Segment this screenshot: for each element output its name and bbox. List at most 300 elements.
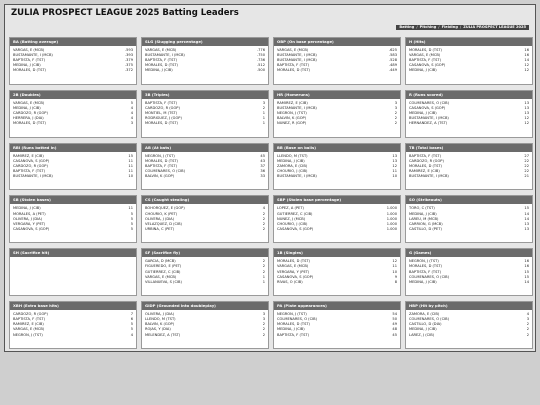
stat-value: 1.000	[386, 221, 397, 226]
stat-value: 2	[262, 264, 265, 269]
leader-list	[142, 257, 268, 284]
player-name: BALVIN, K (GOP)	[145, 322, 175, 327]
panel-title: H (Hits)	[406, 38, 532, 46]
leader-list	[274, 204, 400, 231]
leader-list	[142, 310, 268, 337]
stat-value: 5	[130, 327, 133, 332]
leader-list	[10, 310, 136, 337]
stat-value: 21	[524, 174, 529, 179]
leader-row[interactable]	[409, 174, 529, 179]
player-name: VILLANUEVA, S (CIB)	[145, 279, 182, 284]
leader-panel	[9, 195, 137, 243]
leader-panel	[141, 195, 269, 243]
panel-title: PA (Plate appearances)	[274, 302, 400, 310]
leader-row[interactable]	[409, 280, 529, 285]
player-name: MORALES, D (TST)	[409, 48, 442, 52]
leader-list	[142, 99, 268, 126]
leader-panel	[405, 248, 533, 296]
player-name: LOPEZ, A (PET)	[277, 206, 304, 211]
leader-row[interactable]	[277, 280, 397, 285]
player-name: BUSTAMANTE, I (MCB)	[145, 53, 185, 58]
stat-value: 3	[394, 100, 397, 105]
stat-value: .393	[124, 53, 133, 58]
player-name: CASANOVA, S (GOP)	[277, 274, 314, 279]
panel-title: SH (Sacrifice hit)	[10, 249, 136, 257]
leader-row[interactable]	[145, 333, 265, 338]
player-name: MORALES, D (TST)	[145, 158, 178, 163]
player-name: MEDINA, J (CIB)	[409, 211, 437, 216]
leader-list	[406, 204, 532, 231]
leader-row[interactable]	[145, 227, 265, 232]
player-name: GARCIA, D (MCB)	[145, 259, 176, 264]
leader-panel	[141, 248, 269, 296]
breadcrumb-batting[interactable]: Batting	[399, 25, 415, 29]
stat-value: 3	[130, 121, 133, 126]
stat-value: 10	[128, 174, 133, 179]
stat-value: 27	[524, 153, 529, 158]
leader-list	[10, 99, 136, 126]
stat-value: 48	[392, 327, 397, 332]
leader-panel	[273, 90, 401, 138]
stat-value: 8	[394, 279, 397, 284]
player-name: BUSTAMANTE, I (MCB)	[277, 105, 317, 110]
stat-value: .776	[256, 48, 265, 52]
leader-list	[406, 310, 532, 337]
stat-value: 14	[524, 216, 529, 221]
stat-value: 9	[394, 274, 397, 279]
leader-panel	[9, 90, 137, 138]
player-name: MORALES, D (TST)	[277, 322, 310, 327]
player-name: CARDOZO, R (GOP)	[145, 105, 180, 110]
player-name: MEDINA, J (CIB)	[13, 105, 41, 110]
stat-value: 11	[128, 168, 133, 173]
stat-value: 37	[260, 163, 265, 168]
leader-row[interactable]	[277, 333, 397, 338]
stat-value: 2	[394, 111, 397, 116]
stat-value: 16	[524, 259, 529, 264]
stat-value: 1	[262, 274, 265, 279]
panel-title: AB (At bats)	[142, 144, 268, 152]
player-name: OLIVERA, J (DIA)	[13, 216, 43, 221]
player-name: CARDOZO, R (GOP)	[13, 111, 48, 116]
stat-value: 15	[524, 206, 529, 211]
leader-list	[10, 152, 136, 179]
leader-row[interactable]	[277, 68, 397, 73]
leader-row[interactable]	[13, 68, 133, 73]
player-name: LAREZ, J (CIB)	[409, 332, 435, 337]
player-name: VARGAS, E (MCB)	[145, 274, 177, 279]
stat-value: .489	[388, 63, 397, 68]
leader-row[interactable]	[409, 333, 529, 338]
stat-value: 1.000	[386, 216, 397, 221]
leader-list	[274, 257, 400, 284]
player-name: BUSTAMANTE, I (MCB)	[277, 53, 317, 58]
panel-title: BB (Base on balls)	[274, 144, 400, 152]
stat-value: 1	[262, 111, 265, 116]
stat-value: 22	[524, 168, 529, 173]
leader-panel	[141, 143, 269, 191]
player-name: BOHORQUEZ, E (GOP)	[145, 206, 185, 211]
panel-title: XBH (Extra base hits)	[10, 302, 136, 310]
player-name: VARGAS, E (MCB)	[145, 48, 177, 52]
leader-list	[142, 152, 268, 179]
panel-title: CS (Caught stealing)	[142, 196, 268, 204]
player-name: RAMIREZ, E (CIB)	[277, 100, 308, 105]
stat-value: 2	[262, 105, 265, 110]
stat-value: .625	[388, 48, 397, 52]
stat-value: .372	[124, 68, 133, 73]
panel-title: 3B (Triples)	[142, 91, 268, 99]
player-name: MONTIEL, M (TST)	[145, 111, 178, 116]
player-name: COLMENARES, O (CIB)	[145, 168, 186, 173]
leader-row[interactable]	[13, 121, 133, 126]
panel-title: SO (Strikeouts)	[406, 196, 532, 204]
leader-panel	[405, 195, 533, 243]
player-name: MORALES, D (TST)	[145, 63, 178, 68]
stat-value: .375	[124, 63, 133, 68]
stat-value: 3	[394, 105, 397, 110]
player-name: GUTIERREZ, C (CIB)	[277, 211, 313, 216]
player-name: CARDOZO, R (GOP)	[409, 158, 444, 163]
stat-value: 13	[392, 158, 397, 163]
player-name: NEGRON, J (TST)	[409, 259, 439, 264]
leader-list	[406, 152, 532, 179]
player-name: MORALES, D (TST)	[277, 259, 310, 264]
leader-row[interactable]	[409, 227, 529, 232]
stat-value: 15	[524, 269, 529, 274]
player-name: BAPTISTA, F (TST)	[145, 58, 177, 63]
player-name: CHOURIO, J (CIB)	[277, 168, 308, 173]
stat-value: 5	[130, 226, 133, 231]
leader-row[interactable]	[277, 227, 397, 232]
leader-panel	[141, 301, 269, 349]
stat-value: .736	[256, 58, 265, 63]
leader-panel	[9, 143, 137, 191]
leader-panel	[9, 301, 137, 349]
stat-value: 14	[524, 58, 529, 63]
stat-value: 15	[128, 153, 133, 158]
stat-value: 13	[524, 105, 529, 110]
player-name: VARGAS, E (MCB)	[13, 327, 45, 332]
stat-value: 50	[392, 317, 397, 322]
breadcrumb-league[interactable]: ZULIA PROSPECT LEAGUE 2025	[463, 25, 526, 29]
player-name: VERGARA, Y (PET)	[277, 269, 310, 274]
stat-value: 22	[524, 158, 529, 163]
player-name: VARGAS, E (MCB)	[13, 48, 45, 52]
stat-value: 5	[130, 211, 133, 216]
player-name: VARGAS, E (MCB)	[409, 53, 441, 58]
stat-value: 2	[262, 221, 265, 226]
player-name: LAREU, M (MCB)	[409, 216, 439, 221]
player-name: MEDINA, J (CIB)	[409, 279, 437, 284]
leaders-grid	[9, 37, 533, 349]
stat-value: 14	[524, 211, 529, 216]
leader-row[interactable]	[409, 121, 529, 126]
stat-value: 13	[524, 221, 529, 226]
player-name: BAPTISTA, F (TST)	[409, 153, 441, 158]
player-name: BAPTISTA, F (TST)	[277, 63, 309, 68]
stat-value: 13	[524, 111, 529, 116]
player-name: BUSTAMANTE, I (MCB)	[277, 174, 317, 179]
stat-value: 2	[394, 121, 397, 126]
player-name: BAPTISTA, F (TST)	[13, 168, 45, 173]
player-name: BUSTAMANTE, I (MCB)	[277, 58, 317, 63]
stat-value: 6	[130, 317, 133, 322]
stat-value: 2	[262, 327, 265, 332]
player-name: NEGRON, J (TST)	[13, 332, 43, 337]
stat-value: .750	[256, 53, 265, 58]
page-title: ZULIA PROSPECT LEAGUE 2025 Batting Leaders	[11, 8, 239, 18]
stat-value: 2	[394, 116, 397, 121]
stat-value: 16	[524, 264, 529, 269]
stat-value: .379	[124, 58, 133, 63]
stat-value: 1.000	[386, 206, 397, 211]
leader-list	[10, 46, 136, 73]
player-name: MEDINA, J (CIB)	[13, 206, 41, 211]
player-name: RAMIREZ, E (CIB)	[13, 153, 44, 158]
leader-panel	[273, 195, 401, 243]
stat-value: 1	[262, 116, 265, 121]
leader-row[interactable]	[145, 174, 265, 179]
stat-value: 4	[262, 206, 265, 211]
player-name: NEGRON, J (TST)	[145, 153, 175, 158]
leader-row[interactable]	[145, 68, 265, 73]
stat-value: 49	[392, 322, 397, 327]
player-name: MEDINA, J (CIB)	[13, 63, 41, 68]
stat-value: 36	[260, 168, 265, 173]
player-name: ZAMORA, E (CIB)	[409, 312, 440, 317]
panel-title: OBP (On base percentage)	[274, 38, 400, 46]
leader-panel	[141, 90, 269, 138]
player-name: MORALES, D (TST)	[13, 121, 46, 126]
player-name: RAMIREZ, E (CIB)	[13, 322, 44, 327]
stat-value: 4	[526, 312, 529, 317]
stat-value: .449	[388, 68, 397, 73]
stat-value: 4	[130, 332, 133, 337]
player-name: LLENDO, M (TST)	[277, 153, 308, 158]
player-name: NEGRON, J (TST)	[277, 111, 307, 116]
player-name: VARGAS, E (MCB)	[277, 264, 309, 269]
player-name: CARRION, G (MCB)	[409, 221, 443, 226]
stat-value: 4	[130, 116, 133, 121]
leader-list	[274, 152, 400, 179]
stat-value: 2	[262, 322, 265, 327]
panel-title: 2B (Doubles)	[10, 91, 136, 99]
stat-value: 45	[392, 332, 397, 337]
stat-value: 43	[260, 158, 265, 163]
leader-panel	[9, 248, 137, 296]
stat-value: 2	[262, 211, 265, 216]
leader-list	[274, 99, 400, 126]
player-name: CHOURIO, K (PET)	[145, 211, 178, 216]
player-name: MORALES, D (TST)	[409, 264, 442, 269]
leader-panel	[9, 37, 137, 85]
stat-value: 12	[524, 121, 529, 126]
player-name: CASANOVA, S (GOP)	[13, 226, 50, 231]
player-name: RODRIGUEZ, J (GOP)	[145, 116, 182, 121]
stat-value: 13	[392, 153, 397, 158]
stat-value: 45	[260, 153, 265, 158]
player-name: MEDINA, J (CIB)	[145, 68, 173, 73]
stat-value: 3	[262, 312, 265, 317]
player-name: BUSTAMANTE, I (MCB)	[409, 174, 449, 179]
leader-panel	[405, 143, 533, 191]
player-name: COLMENARES, O (CIB)	[409, 317, 450, 322]
stat-value: 13	[524, 100, 529, 105]
breadcrumb: Batting / Pitching / Fielding / ZULIA PROSPECT LEAGUE 2025	[396, 25, 529, 30]
player-name: ZAMORA, E (CIB)	[277, 163, 308, 168]
breadcrumb-pitching[interactable]: Pitching	[419, 25, 437, 29]
stat-value: 15	[524, 274, 529, 279]
leader-row[interactable]	[277, 121, 397, 126]
player-name: BUSTAMANTE, I (MCB)	[409, 116, 449, 121]
leader-row[interactable]	[13, 333, 133, 338]
player-name: MORALES, D (TST)	[145, 121, 178, 126]
stat-value: 12	[392, 259, 397, 264]
player-name: CASANOVA, S (GOP)	[277, 226, 314, 231]
stat-value: 11	[128, 163, 133, 168]
player-name: CASANOVA, S (GOP)	[409, 105, 446, 110]
stat-value: .500	[256, 68, 265, 73]
stat-value: 33	[260, 174, 265, 179]
stat-value: 3	[262, 317, 265, 322]
player-name: COLMENARES, O (CIB)	[409, 100, 450, 105]
stat-value: 1.000	[386, 211, 397, 216]
panel-title: RBI (Runs batted in)	[10, 144, 136, 152]
player-name: COLMENARES, O (CIB)	[409, 274, 450, 279]
player-name: FIGUEREDO, E (PET)	[145, 264, 182, 269]
leader-panel	[405, 301, 533, 349]
breadcrumb-fielding[interactable]: Fielding	[441, 25, 458, 29]
stat-value: 5	[130, 216, 133, 221]
stat-value: 12	[524, 68, 529, 73]
leader-list	[142, 204, 268, 231]
player-name: MELENDEZ, A (TST)	[145, 332, 181, 337]
stat-value: 4	[130, 105, 133, 110]
panel-title: SLG (Slugging percentage)	[142, 38, 268, 46]
stat-value: 2	[526, 327, 529, 332]
player-name: BAPTISTA, F (TST)	[13, 58, 45, 63]
player-name: OLIVERA, J (DIA)	[145, 312, 175, 317]
panel-title: SBP (Stolen base percentage)	[274, 196, 400, 204]
leader-panel	[273, 248, 401, 296]
panel-title: 1B (Singles)	[274, 249, 400, 257]
stat-value: 54	[392, 312, 397, 317]
player-name: COLMENARES, O (CIB)	[277, 317, 318, 322]
panel-title: TB (Total bases)	[406, 144, 532, 152]
stat-value: .512	[256, 63, 265, 68]
player-name: CARDOZO, R (GOP)	[13, 312, 48, 317]
leader-list	[406, 257, 532, 284]
stat-value: 5	[130, 100, 133, 105]
player-name: MORALES, D (TST)	[277, 68, 310, 73]
leader-panel	[273, 37, 401, 85]
stat-value: 16	[524, 53, 529, 58]
panel-title: G (Games)	[406, 249, 532, 257]
leader-row[interactable]	[145, 280, 265, 285]
stat-value: 13	[524, 226, 529, 231]
stat-value: .528	[388, 58, 397, 63]
leader-row[interactable]	[277, 174, 397, 179]
leader-row[interactable]	[13, 227, 133, 232]
player-name: BUSTAMANTE, I (MCB)	[13, 53, 53, 58]
player-name: BAPTISTA, F (TST)	[409, 269, 441, 274]
player-name: BALVIN, K (GOP)	[277, 116, 307, 121]
leader-panel	[141, 37, 269, 85]
stat-value: 2	[526, 322, 529, 327]
player-name: HERNANDEZ, A (TST)	[409, 121, 448, 126]
player-name: MEDINA, J (CIB)	[409, 111, 437, 116]
stat-value: 1	[262, 279, 265, 284]
leader-list	[274, 310, 400, 337]
stat-value: 12	[524, 63, 529, 68]
leader-list	[10, 204, 136, 231]
player-name: CASANOVA, S (GOP)	[409, 63, 446, 68]
leader-list	[10, 257, 136, 259]
player-name: BAPTISTA, F (TST)	[409, 58, 441, 63]
stat-value: 1	[262, 121, 265, 126]
player-name: BAPTISTA, F (TST)	[145, 100, 177, 105]
player-name: CASANOVA, S (GOP)	[13, 158, 50, 163]
stat-value: 4	[130, 111, 133, 116]
player-name: RIVAS, O (CIB)	[277, 279, 303, 284]
player-name: LLENDO, M (TST)	[145, 317, 176, 322]
stat-value: 2	[262, 226, 265, 231]
stat-value: 16	[524, 48, 529, 52]
player-name: TORO, C (TST)	[409, 206, 435, 211]
leader-row[interactable]	[13, 174, 133, 179]
stat-value: .593	[124, 48, 133, 52]
panel-title: SF (Sacrifice fly)	[142, 249, 268, 257]
leader-list	[406, 46, 532, 73]
player-name: BAPTISTA, F (TST)	[145, 163, 177, 168]
player-name: OLIVERA, J (DIA)	[145, 216, 175, 221]
player-name: MEDINA, J (CIB)	[409, 327, 437, 332]
stat-value: 2	[262, 259, 265, 264]
stat-value: 11	[392, 168, 397, 173]
stat-value: 3	[526, 317, 529, 322]
panel-title: SB (Stolen bases)	[10, 196, 136, 204]
stat-value: 5	[130, 221, 133, 226]
stat-value: 3	[262, 100, 265, 105]
player-name: VERGARA, Y (PET)	[13, 221, 46, 226]
player-name: MEDINA, J (CIB)	[409, 68, 437, 73]
player-name: BALVIN, K (GOP)	[145, 174, 175, 179]
stat-value: 2	[262, 269, 265, 274]
leader-row[interactable]	[409, 68, 529, 73]
leader-row[interactable]	[145, 121, 265, 126]
stat-value: 11	[128, 206, 133, 211]
player-name: ROJAS, Y (DIA)	[145, 327, 171, 332]
leader-list	[142, 46, 268, 73]
player-name: BAPTISTA, F (TST)	[277, 332, 309, 337]
player-name: GUTIERREZ, C (CIB)	[145, 269, 181, 274]
stat-value: 11	[392, 264, 397, 269]
stat-value: 22	[524, 163, 529, 168]
stat-value: 14	[524, 279, 529, 284]
panel-title: R (Runs scored)	[406, 91, 532, 99]
player-name: NEGRON, J (TST)	[277, 312, 307, 317]
player-name: CASTILLO, D (PET)	[409, 226, 442, 231]
player-name: CASTILLO, D (DIA)	[409, 322, 442, 327]
player-name: MORALES, D (TST)	[409, 163, 442, 168]
player-name: URBINA, C (PET)	[145, 226, 175, 231]
player-name: CHOURIO, J (CIB)	[277, 221, 308, 226]
player-name: VARGAS, E (MCB)	[277, 48, 309, 52]
leader-list	[274, 46, 400, 73]
player-name: BAPTISTA, F (TST)	[13, 317, 45, 322]
leader-panel	[273, 143, 401, 191]
